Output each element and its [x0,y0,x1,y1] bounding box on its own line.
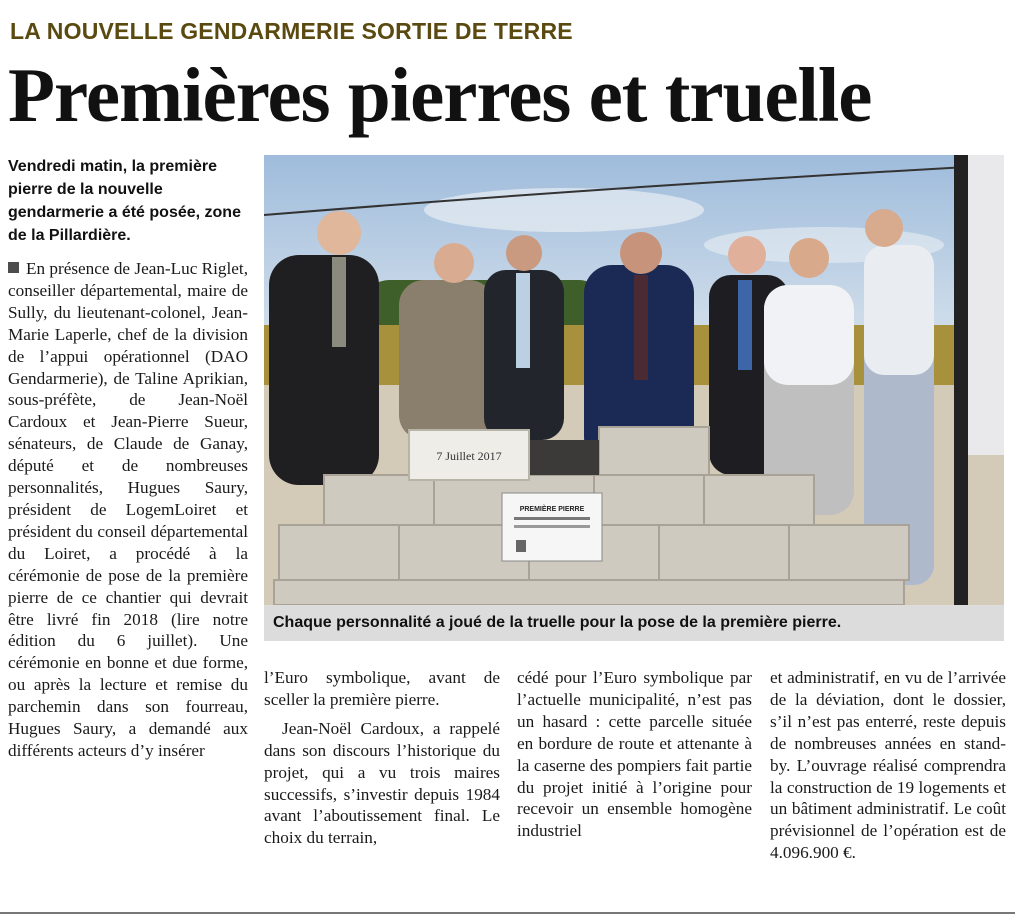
banner [968,155,1004,455]
body-column-1: En présence de Jean-Luc Riglet, conseiller départemental, maire de Sully, du lieutenant-colonel, Jean-Marie Laperle, chef de la division de l’appui opérationnel (DAO Gendarmerie), de Taline Aprikian, sous-préfète, de Jean-Noël Cardoux et Jean-Pierre Sueur, sénateurs, de Claude de Ganay, député et de nombreuses personnalités, Hugues Saury, président de LogemLoiret et président du conseil départemental du Loiret, a procédé à la cérémonie de pose de la première pierre de ce chantier qui devrait être livré fin 2018 (lire notre édition du 6 juillet). Une cérémonie en bonne et due forme, ou après la lecture et remise du parchemin dans son fourreau, Hugues Saury, a demandé aux différents acteurs d’y insérer [8,259,248,760]
dated-stone [409,430,529,480]
mortar [529,440,599,475]
stone-date: 7 Juillet 2017 [436,449,502,463]
body-column-4: et administratif, en vu de l’arrivée de la déviation, dont le dossier, s’il n’est pas enterré, reste depuis de nombreuses années en stand-by. L’ouvrage réalisé comprendra la construction de 19 logements et un bâtiment administratif. Le coût prévisionnel de l’opération est de 4.096.900 €. [770,668,1006,863]
kicker: LA NOUVELLE GENDARMERIE SORTIE DE TERRE [10,18,573,44]
plaque-title: PREMIÈRE PIERRE [519,506,585,513]
body-column-2: l’Euro symbolique, avant de sceller la première pierre. Jean-Noël Cardoux, a rappelé dans son discours l’historique du projet, qui a vu trois maires successifs, s’investir depuis 1984 avant l’aboutissement final. Le choix du terrain, [264,668,500,848]
paragraph-bullet [8,262,19,273]
caption: Chaque personnalité a joué de la truelle pour la pose de la première pierre. [264,605,1004,641]
bottom-rule [0,912,1015,914]
body-column-3: cédé pour l’Euro symbolique par l’actuelle municipalité, n’est pas un hasard : cette parcelle située en bordure de route et attenante à la caserne des pompiers fait partie du projet initié à l’origine pour recevoir un ensemble homogène industriel [517,668,752,841]
ceremony-photo [264,155,1004,605]
photo [264,155,1004,605]
chapo: Vendredi matin, la première pierre de la nouvelle gendarmerie a été posée, zone de la Pillardière. [8,158,241,244]
plaque [502,493,602,561]
banner-pole [954,155,968,605]
headline: Premières pierres et truelle [8,52,872,138]
